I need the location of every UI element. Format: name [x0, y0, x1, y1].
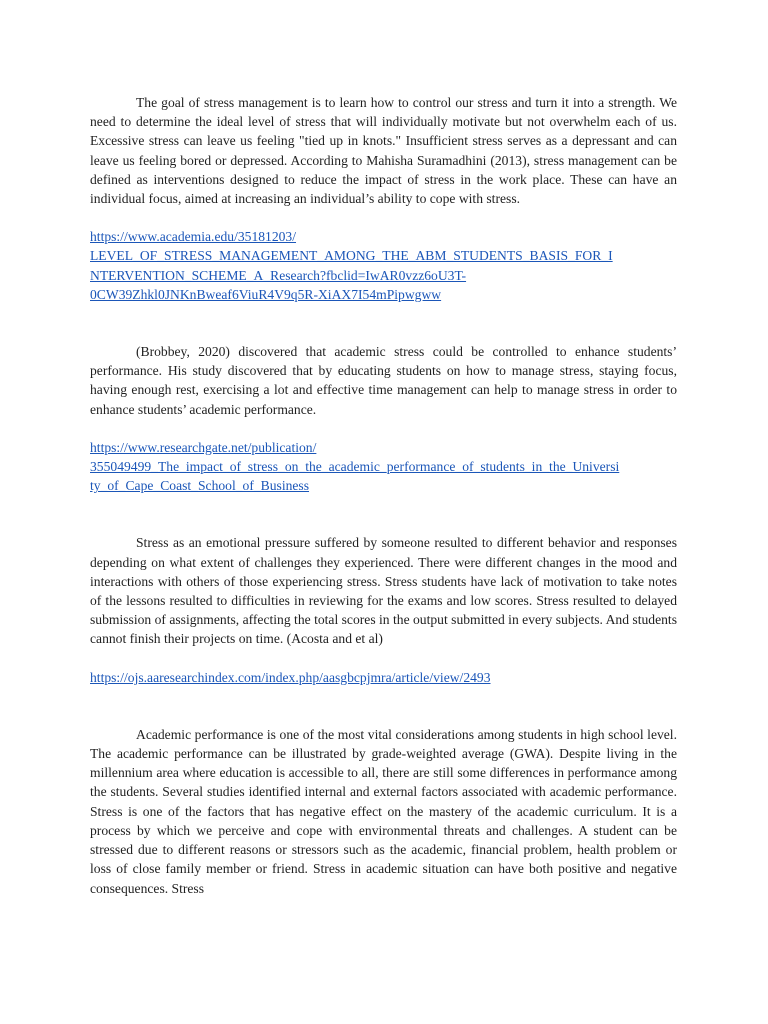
paragraph-emotional-pressure: Stress as an emotional pressure suffered by someone resulted to different behavior and responses depending on what extent of challenges they experienced. There were different changes in the mood and interactions with others of those experiencing stress. Stress students have lack of motivation to take notes of the lessons resulted to difficulties in reviewing for the exams and low scores. Stress resulted to delayed submission of assignments, affecting the total scores in the output submitted in every subjects. And students cannot finish their projects on time. (Acosta and et al): [90, 535, 677, 647]
link-researchgate[interactable]: https://www.researchgate.net/publication/ 355049499_The_impact_of_stress_on_the_academic_performance_of_students_in_the_Universi ty_of_Cape_Coast_School_of_Business: [90, 439, 620, 494]
paragraph-brobbey: (Brobbey, 2020) discovered that academic stress could be controlled to enhance students’ performance. His study discovered that by educating students on how to manage stress, staying focus, having enough rest, exercising a lot and effective time management can help to manage stress in order to enhance students’ academic performance.: [90, 344, 677, 417]
paragraph-academic-performance: Academic performance is one of the most vital considerations among students in high school level. The academic performance can be illustrated by grade-weighted average (GWA). Despite living in the millennium area where education is accessible to all, there are still some differences in performance among the students. Several studies identified internal and external factors associated with academic performance. Stress is one of the factors that has negative effect on the mastery of the academic curriculum. It is a process by which we perceive and cope with environmental threats and challenges. A student can be stressed due to different reasons or stressors such as the academic, financial problem, health problem or loss of close family member or friend. Stress in academic situation can have both positive and negative consequences. Stress: [90, 726, 677, 896]
paragraph-stress-management: The goal of stress management is to learn how to control our stress and turn it into a strength. We need to determine the ideal level of stress that will individually motivate but not overwhelm each of us. Excessive stress can leave us feeling "tied up in knots." Insufficient stress serves as a depressant and can leave us feeling bored or depressed. According to Mahisha Suramadhini (2013), stress management can be defined as interventions designed to reduce the impact of stress in the work place. These can have an individual focus, aimed at increasing an individual’s ability to cope with stress.: [90, 95, 677, 207]
link-academia[interactable]: https://www.academia.edu/35181203/ LEVEL_OF_STRESS_MANAGEMENT_AMONG_THE_ABM_STUDENTS_BASIS_FOR_I NTERVENTION_SCHEME_A_Research?fbclid=IwAR0vzz6oU3T- 0CW39Zhkl0JNKnBweaf6ViuR4V9q5R-XiAX7I54mPipwgww: [90, 229, 613, 302]
link-aaresearchindex[interactable]: https://ojs.aaresearchindex.com/index.php/aasgbcpjmra/article/view/2493: [90, 669, 491, 685]
